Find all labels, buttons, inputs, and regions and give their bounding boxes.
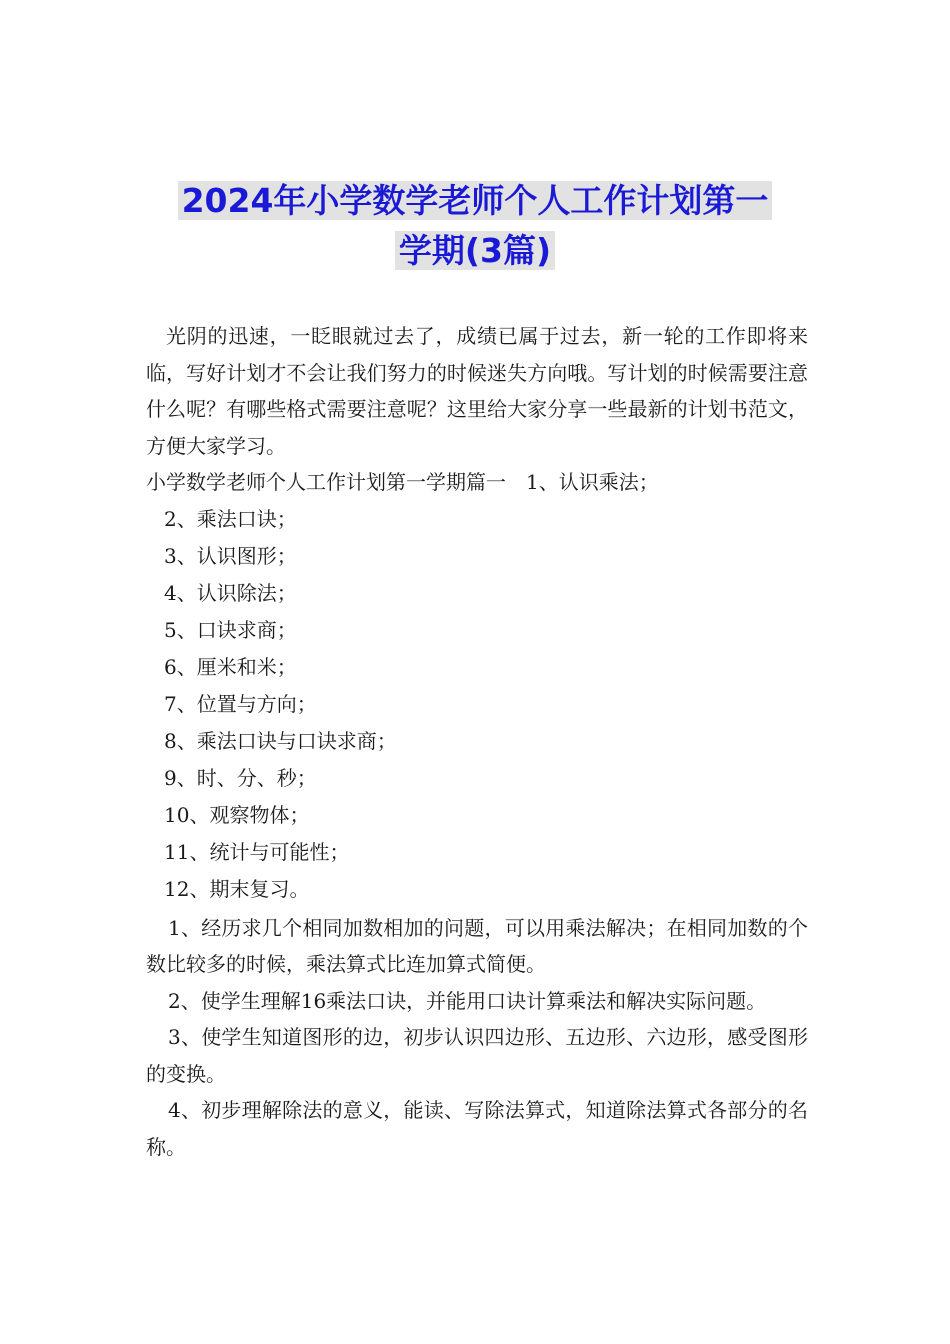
objective-paragraph: 2、使学生理解16乘法口诀，并能用口诀计算乘法和解决实际问题。 bbox=[168, 988, 767, 1013]
title-line-2: 学期(3篇) bbox=[395, 231, 555, 270]
list-item: 10、观察物体； bbox=[164, 802, 310, 827]
unit-list bbox=[146, 501, 808, 908]
list-item: 3、认识图形； bbox=[164, 543, 297, 568]
document-body bbox=[146, 318, 808, 1165]
list-item: 6、厘米和米； bbox=[164, 654, 297, 679]
objective-paragraph: 4、初步理解除法的意义，能读、写除法算式，知道除法算式各部分的名称。 bbox=[146, 1098, 808, 1159]
list-item: 8、乘法口诀与口诀求商； bbox=[164, 728, 397, 753]
list-item: 12、期末复习。 bbox=[164, 876, 310, 901]
list-item: 4、认识除法； bbox=[164, 580, 297, 605]
intro-paragraph: 光阴的迅速，一眨眼就过去了，成绩已属于过去，新一轮的工作即将来临，写好计划才不会让我们努力的时候迷失方向哦。写计划的时候需要注意什么呢？有哪些格式需要注意呢？这里给大家分享一些最新的计划书范文，方便大家学习。 bbox=[146, 324, 808, 458]
list-item: 9、时、分、秒； bbox=[164, 765, 317, 790]
objective-paragraph: 3、使学生知道图形的边，初步认识四边形、五边形、六边形，感受图形的变换。 bbox=[146, 1025, 808, 1086]
list-item: 2、乘法口诀； bbox=[164, 506, 297, 531]
document-title bbox=[140, 176, 810, 276]
objective-paragraph: 1、经历求几个相同加数相加的问题，可以用乘法解决；在相同加数的个数比较多的时候，乘法算式比连加算式简便。 bbox=[146, 915, 808, 976]
title-line-1: 2024年小学数学老师个人工作计划第一 bbox=[178, 181, 773, 220]
list-item: 7、位置与方向； bbox=[164, 691, 317, 716]
list-item: 11、统计与可能性； bbox=[164, 839, 350, 864]
section-heading: 小学数学老师个人工作计划第一学期篇一 1、认识乘法； bbox=[146, 470, 659, 494]
list-item: 5、口诀求商； bbox=[164, 617, 297, 642]
objective-list bbox=[146, 910, 808, 1166]
